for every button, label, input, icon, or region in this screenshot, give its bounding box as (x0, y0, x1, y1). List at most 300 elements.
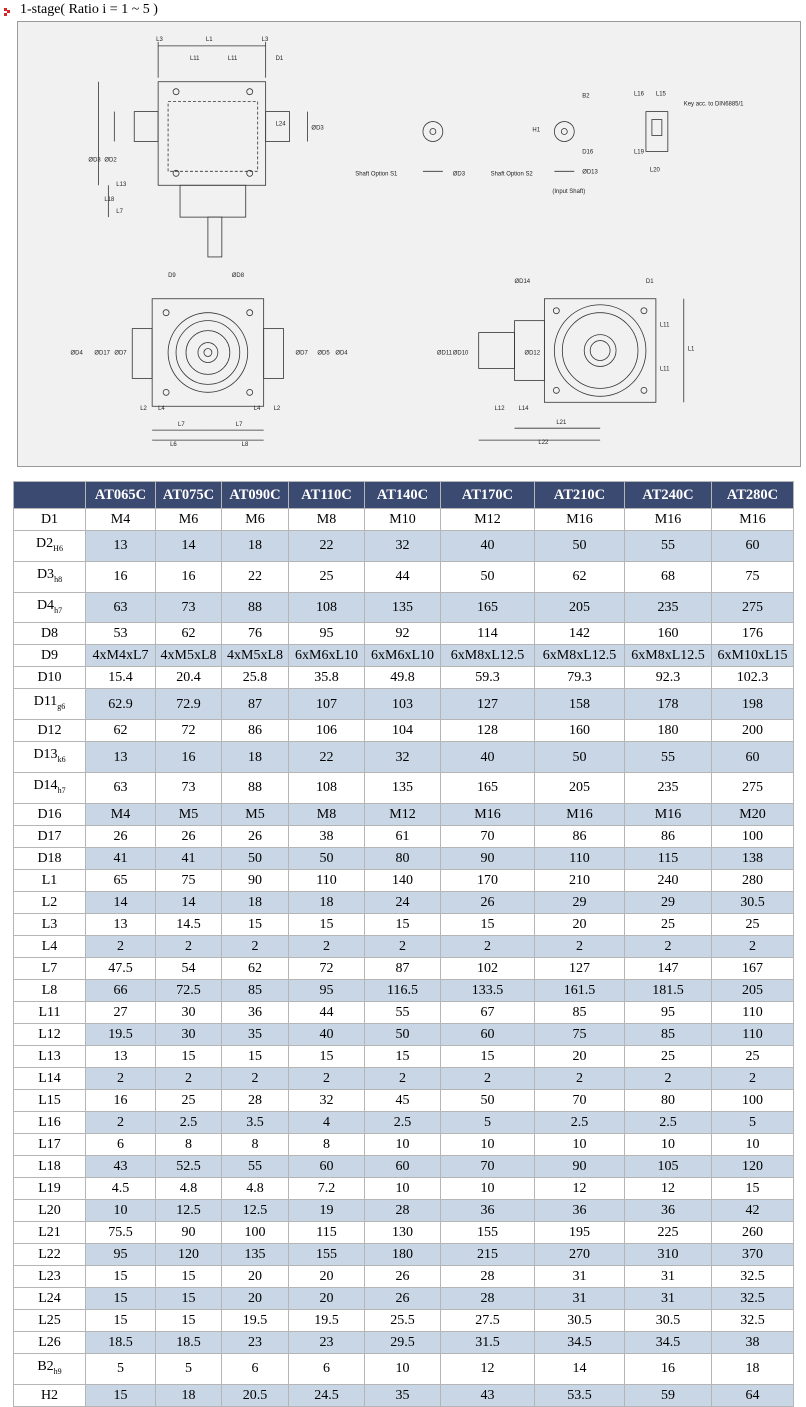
table-cell: 18 (712, 1353, 794, 1384)
table-cell: 8 (289, 1133, 365, 1155)
table-cell: 260 (712, 1221, 794, 1243)
row-label-tolerance: g6 (57, 702, 66, 712)
table-cell: 15 (289, 913, 365, 935)
row-label-text: L16 (38, 1114, 61, 1130)
table-row (14, 1384, 794, 1406)
table-cell: 31 (535, 1265, 625, 1287)
table-cell: 18.5 (156, 1331, 222, 1353)
table-cell: 32.5 (712, 1265, 794, 1287)
row-label-text: L7 (41, 960, 58, 976)
table-cell: 2.5 (365, 1111, 441, 1133)
table-cell: 114 (441, 623, 535, 645)
table-cell: 170 (441, 869, 535, 891)
table-cell: 116.5 (365, 979, 441, 1001)
table-cell: 4xM4xL7 (86, 645, 156, 667)
table-row (14, 1353, 794, 1384)
table-cell: M16 (441, 803, 535, 825)
table-cell: 20.4 (156, 667, 222, 689)
row-label-tolerance: h8 (54, 574, 63, 584)
table-cell: 120 (156, 1243, 222, 1265)
table-row (14, 1001, 794, 1023)
row-label (14, 825, 86, 847)
row-label-text: D8 (40, 626, 59, 642)
table-cell: 205 (535, 592, 625, 623)
table-cell: 73 (156, 772, 222, 803)
drawing-svg (18, 22, 800, 466)
table-cell: 85 (222, 979, 289, 1001)
table-cell: 63 (86, 592, 156, 623)
table-cell: 180 (365, 1243, 441, 1265)
table-cell: 55 (222, 1155, 289, 1177)
table-cell: 36 (625, 1199, 712, 1221)
table-cell: 7.2 (289, 1177, 365, 1199)
table-cell: M16 (625, 803, 712, 825)
table-cell: 20 (289, 1265, 365, 1287)
label-L20: L20 (649, 167, 660, 174)
table-cell: 16 (86, 561, 156, 592)
label-B2: B2 (582, 93, 590, 100)
table-cell: 59.3 (441, 667, 535, 689)
table-cell: 102.3 (712, 667, 794, 689)
table-cell: 23 (289, 1331, 365, 1353)
label-D7-right: ØD7 (295, 350, 308, 357)
row-label (14, 1155, 86, 1177)
table-cell: 70 (441, 825, 535, 847)
table-cell: 24 (365, 891, 441, 913)
table-cell: 27 (86, 1001, 156, 1023)
row-label (14, 869, 86, 891)
table-row (14, 1023, 794, 1045)
table-cell: 6 (222, 1353, 289, 1384)
table-cell: 2 (625, 1067, 712, 1089)
table-cell: M6 (222, 509, 289, 531)
arrow-bullet-icon (4, 5, 14, 15)
label-L11-side-top: L11 (659, 322, 670, 329)
row-label-text: D18 (37, 850, 62, 866)
table-cell: 15 (441, 913, 535, 935)
label-L22: L22 (538, 440, 549, 447)
table-row (14, 825, 794, 847)
table-cell: 15 (222, 913, 289, 935)
table-cell: 14 (535, 1353, 625, 1384)
table-cell: 70 (535, 1089, 625, 1111)
table-cell: 235 (625, 772, 712, 803)
table-cell: 12 (625, 1177, 712, 1199)
table-row (14, 623, 794, 645)
table-cell: 127 (441, 689, 535, 720)
table-cell: 205 (535, 772, 625, 803)
row-label (14, 623, 86, 645)
table-cell: 147 (625, 957, 712, 979)
table-row (14, 531, 794, 562)
table-row (14, 561, 794, 592)
label-L14: L14 (518, 406, 529, 413)
table-cell: M8 (289, 509, 365, 531)
table-cell: 280 (712, 869, 794, 891)
table-cell: 32 (289, 1089, 365, 1111)
table-cell: 6 (289, 1353, 365, 1384)
table-cell: 60 (712, 742, 794, 773)
label-D5: ØD5 (317, 350, 330, 357)
column-header: AT240C (625, 482, 712, 509)
table-cell: 2 (625, 935, 712, 957)
table-cell: 2 (535, 935, 625, 957)
label-key-note: Key acc. to DIN6885/1 (683, 101, 744, 108)
table-row (14, 720, 794, 742)
table-cell: 45 (365, 1089, 441, 1111)
table-cell: 6xM8xL12.5 (535, 645, 625, 667)
row-label-tolerance: h7 (57, 785, 66, 795)
table-cell: 47.5 (86, 957, 156, 979)
table-cell: 13 (86, 742, 156, 773)
table-cell: 2 (222, 1067, 289, 1089)
column-header: AT280C (712, 482, 794, 509)
table-cell: 14 (86, 891, 156, 913)
table-row (14, 742, 794, 773)
table-cell: 68 (625, 561, 712, 592)
table-cell: 15 (156, 1265, 222, 1287)
table-cell: 6xM8xL12.5 (441, 645, 535, 667)
label-L2-left: L2 (140, 406, 147, 413)
table-cell: 240 (625, 869, 712, 891)
table-cell: 2 (156, 1067, 222, 1089)
gearbox-side-view (152, 299, 263, 407)
table-cell: 15 (156, 1045, 222, 1067)
table-cell: 50 (535, 531, 625, 562)
table-cell: 19 (289, 1199, 365, 1221)
row-label-text: L11 (38, 1004, 61, 1020)
label-L12: L12 (494, 406, 505, 413)
header-corner (14, 482, 86, 509)
row-label-tolerance: h7 (54, 605, 63, 615)
label-L18: L18 (104, 197, 115, 204)
column-header: AT075C (156, 482, 222, 509)
row-label-text: L17 (38, 1136, 61, 1152)
table-cell: 20 (535, 913, 625, 935)
label-D7-left: ØD7 (114, 350, 127, 357)
row-label-text: D4 (36, 597, 55, 613)
table-cell: 12 (441, 1353, 535, 1384)
column-header: AT140C (365, 482, 441, 509)
table-cell: 110 (712, 1001, 794, 1023)
table-cell: 15 (712, 1177, 794, 1199)
table-cell: 215 (441, 1243, 535, 1265)
table-cell: 2.5 (625, 1111, 712, 1133)
table-cell: 18 (222, 742, 289, 773)
label-L7-left: L7 (178, 422, 185, 429)
flange-bottom (180, 185, 246, 217)
label-L4-left: L4 (158, 406, 165, 413)
table-cell: 75 (156, 869, 222, 891)
row-label-text: L15 (38, 1092, 61, 1108)
table-row (14, 1155, 794, 1177)
table-cell: 25 (625, 913, 712, 935)
table-header-row (14, 482, 794, 509)
table-cell: 6xM10xL15 (712, 645, 794, 667)
table-cell: 4xM5xL8 (156, 645, 222, 667)
table-cell: 275 (712, 772, 794, 803)
table-cell: 107 (289, 689, 365, 720)
table-cell: 275 (712, 592, 794, 623)
table-cell: 30 (156, 1001, 222, 1023)
table-cell: 25.5 (365, 1309, 441, 1331)
table-cell: 62 (86, 720, 156, 742)
row-label (14, 847, 86, 869)
label-H1: H1 (532, 127, 541, 134)
table-cell: 108 (289, 592, 365, 623)
column-header: AT065C (86, 482, 156, 509)
table-cell: 15 (86, 1287, 156, 1309)
table-cell: 23 (222, 1331, 289, 1353)
table-cell: 110 (712, 1023, 794, 1045)
table-cell: 210 (535, 869, 625, 891)
table-cell: 133.5 (441, 979, 535, 1001)
table-cell: 15 (222, 1045, 289, 1067)
table-cell: 92.3 (625, 667, 712, 689)
table-cell: 20 (222, 1265, 289, 1287)
row-label (14, 979, 86, 1001)
table-cell: 370 (712, 1243, 794, 1265)
table-cell: 6 (86, 1133, 156, 1155)
table-cell: 6xM8xL12.5 (625, 645, 712, 667)
table-cell: 8 (156, 1133, 222, 1155)
table-cell: 2 (86, 1111, 156, 1133)
row-label-text: L19 (38, 1180, 61, 1196)
table-cell: 79.3 (535, 667, 625, 689)
table-cell: 180 (625, 720, 712, 742)
table-cell: 160 (535, 720, 625, 742)
table-cell: 19.5 (222, 1309, 289, 1331)
table-cell: 29 (625, 891, 712, 913)
table-row (14, 1243, 794, 1265)
table-cell: 19.5 (86, 1023, 156, 1045)
row-label-text: B2 (37, 1358, 54, 1374)
table-cell: 72 (289, 957, 365, 979)
table-cell: M12 (441, 509, 535, 531)
table-row (14, 1331, 794, 1353)
row-label (14, 1243, 86, 1265)
table-cell: 8 (222, 1133, 289, 1155)
table-cell: M10 (365, 509, 441, 531)
label-L2-right: L2 (273, 406, 281, 413)
table-cell: 31 (625, 1265, 712, 1287)
table-cell: 15 (156, 1287, 222, 1309)
table-cell: 32.5 (712, 1309, 794, 1331)
table-cell: M5 (222, 803, 289, 825)
label-L1-side: L1 (687, 346, 695, 353)
table-cell: 18.5 (86, 1331, 156, 1353)
table-cell: 73 (156, 592, 222, 623)
table-row (14, 1221, 794, 1243)
gearbox-top-view (544, 299, 655, 403)
table-cell: 102 (441, 957, 535, 979)
table-cell: 2 (712, 935, 794, 957)
table-cell: 62 (535, 561, 625, 592)
table-cell: 4.8 (222, 1177, 289, 1199)
label-L3-left: L3 (156, 36, 163, 43)
table-body (14, 509, 794, 1407)
row-label (14, 1265, 86, 1287)
label-L7-top: L7 (116, 209, 123, 216)
table-cell: 26 (365, 1287, 441, 1309)
row-label (14, 935, 86, 957)
table-row (14, 1089, 794, 1111)
table-cell: 26 (365, 1265, 441, 1287)
table-cell: 88 (222, 772, 289, 803)
row-label (14, 1089, 86, 1111)
table-cell: 75 (535, 1023, 625, 1045)
table-row (14, 592, 794, 623)
label-L7-right: L7 (235, 422, 243, 429)
table-cell: 178 (625, 689, 712, 720)
label-L16: L16 (633, 91, 644, 98)
table-cell: 62 (222, 957, 289, 979)
table-cell: M6 (156, 509, 222, 531)
table-cell: 15 (365, 1045, 441, 1067)
table-cell: 31.5 (441, 1331, 535, 1353)
table-row (14, 1177, 794, 1199)
label-D12: ØD12 (524, 350, 541, 357)
row-label-text: L8 (41, 982, 58, 998)
row-label (14, 1331, 86, 1353)
table-cell: 28 (441, 1265, 535, 1287)
column-header: AT210C (535, 482, 625, 509)
label-D17: ØD17 (94, 350, 111, 357)
table-cell: 13 (86, 531, 156, 562)
table-cell: 5 (712, 1111, 794, 1133)
table-cell: 3.5 (222, 1111, 289, 1133)
table-cell: 86 (625, 825, 712, 847)
label-L11-right: L11 (227, 55, 238, 62)
table-cell: 2.5 (535, 1111, 625, 1133)
table-row (14, 1111, 794, 1133)
table-cell: 165 (441, 592, 535, 623)
table-cell: 30.5 (535, 1309, 625, 1331)
table-cell: 63 (86, 772, 156, 803)
table-cell: 205 (712, 979, 794, 1001)
table-cell: 60 (712, 531, 794, 562)
table-cell: 127 (535, 957, 625, 979)
table-row (14, 957, 794, 979)
table-cell: 155 (441, 1221, 535, 1243)
table-row (14, 979, 794, 1001)
table-cell: 28 (441, 1287, 535, 1309)
table-cell: 22 (289, 742, 365, 773)
table-cell: 35 (222, 1023, 289, 1045)
output-shaft (208, 217, 222, 257)
table-cell: 4xM5xL8 (222, 645, 289, 667)
table-cell: 34.5 (625, 1331, 712, 1353)
row-label (14, 561, 86, 592)
table-cell: 38 (289, 825, 365, 847)
row-label (14, 1111, 86, 1133)
table-cell: 2 (441, 935, 535, 957)
table-cell: 130 (365, 1221, 441, 1243)
row-label-text: D10 (37, 670, 62, 686)
table-cell: 72.9 (156, 689, 222, 720)
table-cell: 95 (289, 623, 365, 645)
table-row (14, 1265, 794, 1287)
table-cell: 72.5 (156, 979, 222, 1001)
label-L3-right: L3 (261, 36, 269, 43)
table-cell: 15 (441, 1045, 535, 1067)
table-cell: 95 (289, 979, 365, 1001)
table-cell: 2 (365, 1067, 441, 1089)
table-cell: 2 (222, 935, 289, 957)
column-header: AT110C (289, 482, 365, 509)
table-cell: 55 (625, 742, 712, 773)
table-cell: 2 (86, 935, 156, 957)
table-cell: 32 (365, 531, 441, 562)
table-row (14, 509, 794, 531)
table-cell: 87 (365, 957, 441, 979)
table-cell: 15 (86, 1309, 156, 1331)
table-cell: 270 (535, 1243, 625, 1265)
table-row (14, 1045, 794, 1067)
table-cell: 2 (289, 935, 365, 957)
table-cell: 2 (289, 1067, 365, 1089)
table-cell: 2 (712, 1067, 794, 1089)
table-cell: 120 (712, 1155, 794, 1177)
row-label-text: L21 (38, 1224, 61, 1240)
table-cell: 115 (289, 1221, 365, 1243)
row-label (14, 592, 86, 623)
table-cell: 25 (289, 561, 365, 592)
table-cell: 30.5 (625, 1309, 712, 1331)
table-cell: 86 (535, 825, 625, 847)
table-cell: 310 (625, 1243, 712, 1265)
label-L24: L24 (275, 121, 286, 128)
table-cell: 104 (365, 720, 441, 742)
table-cell: 135 (365, 772, 441, 803)
row-label (14, 772, 86, 803)
table-cell: 42 (712, 1199, 794, 1221)
label-L8: L8 (241, 442, 249, 449)
table-cell: 24.5 (289, 1384, 365, 1406)
table-cell: 16 (156, 561, 222, 592)
row-label-text: D12 (37, 723, 62, 739)
table-cell: 106 (289, 720, 365, 742)
table-cell: 100 (712, 1089, 794, 1111)
table-cell: 27.5 (441, 1309, 535, 1331)
table-cell: M16 (535, 509, 625, 531)
row-label (14, 1287, 86, 1309)
table-cell: 40 (289, 1023, 365, 1045)
row-label (14, 1067, 86, 1089)
table-cell: 40 (441, 742, 535, 773)
table-cell: 52.5 (156, 1155, 222, 1177)
row-label (14, 1001, 86, 1023)
row-label (14, 531, 86, 562)
table-cell: 20 (289, 1287, 365, 1309)
table-cell: 61 (365, 825, 441, 847)
table-cell: 195 (535, 1221, 625, 1243)
table-cell: 158 (535, 689, 625, 720)
label-D2: ØD2 (104, 157, 117, 164)
table-cell: 35 (365, 1384, 441, 1406)
label-D14: ØD14 (514, 278, 531, 285)
gearbox-body-front (158, 82, 266, 186)
row-label (14, 1309, 86, 1331)
label-input-shaft: (Input Shaft) (552, 189, 586, 196)
table-row (14, 891, 794, 913)
table-cell: 128 (441, 720, 535, 742)
row-label-text: H2 (40, 1387, 59, 1403)
table-cell: 38 (712, 1331, 794, 1353)
technical-drawing (17, 21, 801, 467)
table-cell: 15 (86, 1384, 156, 1406)
label-D13: ØD13 (582, 169, 598, 176)
